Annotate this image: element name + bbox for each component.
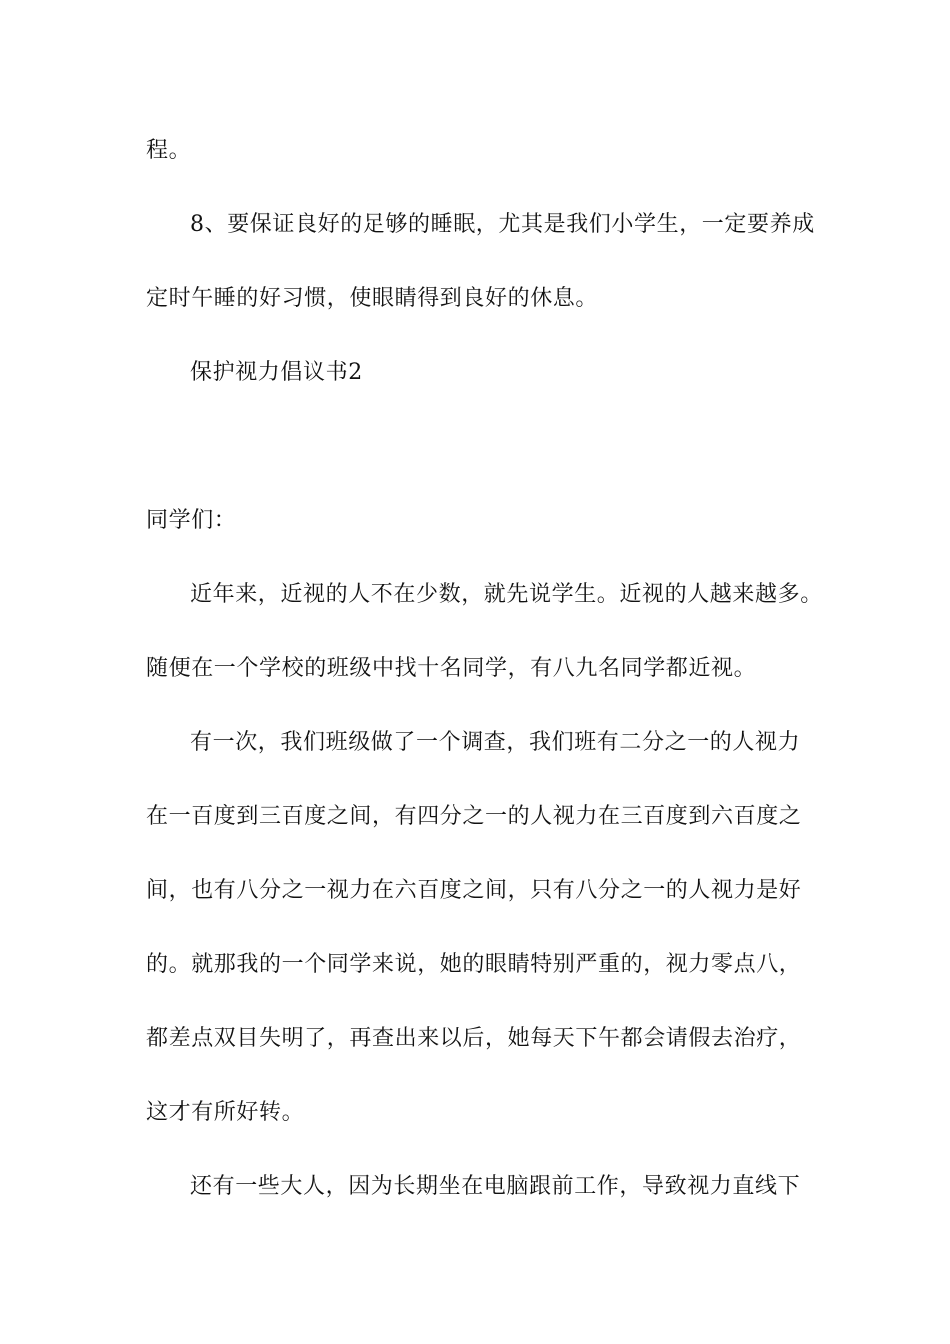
text-line: 间，也有八分之一视力在六百度之间，只有八分之一的人视力是好 [146,878,802,903]
text-line: 的。就那我的一个同学来说，她的眼睛特别严重的，视力零点八， [146,952,802,977]
text-line: 程。 [146,138,192,163]
text-line: 近年来，近视的人不在少数，就先说学生。近视的人越来越多。 [190,582,823,607]
text-line: 随便在一个学校的班级中找十名同学，有八九名同学都近视。 [146,656,757,681]
salutation: 同学们： [146,508,237,533]
section-title: 保护视力倡议书2 [190,360,363,385]
text-line: 都差点双目失明了，再查出来以后，她每天下午都会请假去治疗， [146,1026,802,1051]
text-line: 有一次，我们班级做了一个调查，我们班有二分之一的人视力 [190,730,801,755]
text-line: 在一百度到三百度之间，有四分之一的人视力在三百度到六百度之 [146,804,802,829]
text-line: 这才有所好转。 [146,1100,305,1125]
text-line: 8、要保证良好的足够的睡眠，尤其是我们小学生，一定要养成 [190,212,815,237]
text-line: 定时午睡的好习惯，使眼睛得到良好的休息。 [146,286,599,311]
text-line: 还有一些大人，因为长期坐在电脑跟前工作，导致视力直线下 [190,1174,801,1199]
